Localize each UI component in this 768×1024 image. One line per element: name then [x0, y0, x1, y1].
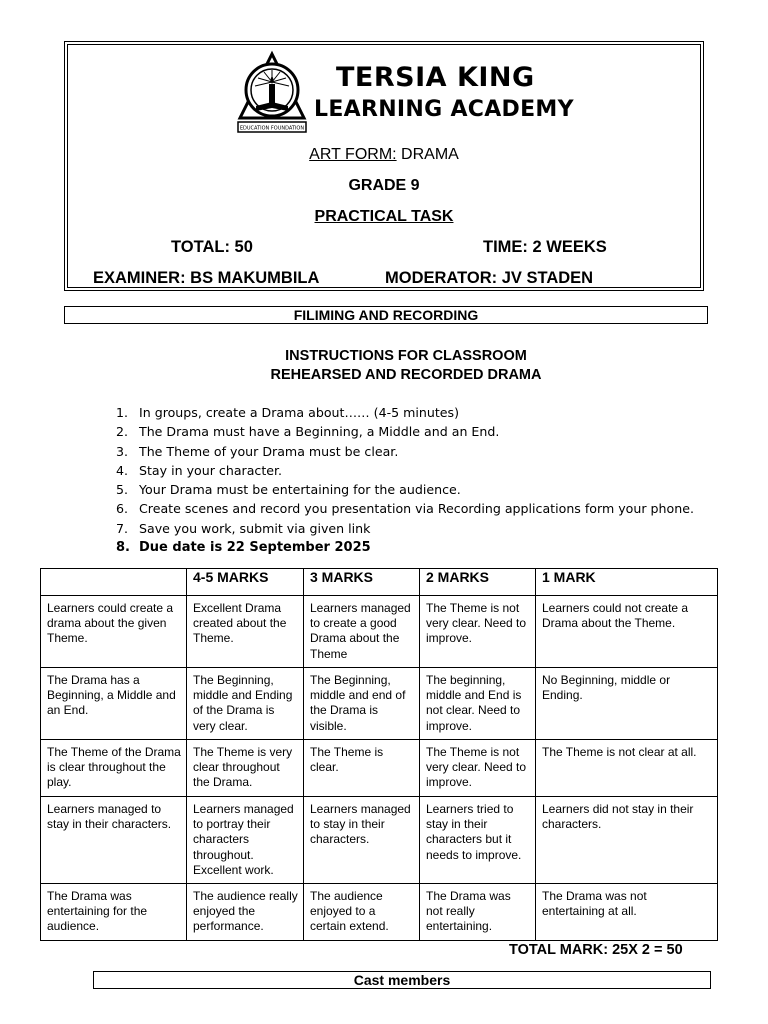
- item-text: Stay in your character.: [139, 462, 283, 478]
- item-number: 4.: [116, 462, 129, 478]
- table-cell: The audience really enjoyed the performance.: [187, 884, 304, 941]
- table-cell: Excellent Drama created about the Theme.: [187, 596, 304, 668]
- item-number: 5.: [116, 482, 129, 498]
- table-header-row: [41, 569, 718, 596]
- instructions-heading-line2: REHEARSED AND RECORDED DRAMA: [270, 367, 542, 383]
- table-row: [41, 797, 718, 884]
- table-cell: The Beginning, middle and Ending of the Drama is very clear.: [187, 668, 304, 740]
- table-cell: The Beginning, middle and end of the Drama is visible.: [304, 668, 420, 740]
- total-mark: TOTAL MARK: 25X 2 = 50: [509, 942, 683, 958]
- table-cell: The Theme is not very clear. Need to improve.: [420, 740, 536, 797]
- list-item: [116, 422, 694, 441]
- item-number: 1.: [116, 405, 129, 420]
- instructions-list: [116, 403, 694, 557]
- column-header: 2 MARKS: [420, 569, 536, 596]
- table-cell: The Theme is not clear at all.: [536, 740, 718, 797]
- table-cell: The Drama was not really entertaining.: [420, 884, 536, 941]
- rubric-table: [40, 568, 718, 941]
- list-item: [116, 403, 694, 422]
- item-text: Create scenes and record you presentation via Recording applications form your phone.: [139, 501, 694, 517]
- total-marks: TOTAL: 50: [171, 238, 253, 256]
- time-allowed: TIME: 2 WEEKS: [483, 238, 607, 256]
- list-item: [116, 519, 694, 538]
- table-cell: No Beginning, middle or Ending.: [536, 668, 718, 740]
- art-form: [64, 146, 704, 164]
- examiner: EXAMINER: BS MAKUMBILA: [93, 269, 320, 287]
- table-row: [41, 884, 718, 941]
- table-cell: Learners managed to create a good Drama about the Theme: [304, 596, 420, 668]
- school-name-line2: LEARNING ACADEMY: [314, 97, 574, 122]
- item-number: 6.: [116, 501, 129, 517]
- item-number: 7.: [116, 520, 129, 536]
- logo-banner-text: EDUCATION FOUNDATION: [239, 125, 305, 132]
- column-header: 3 MARKS: [304, 569, 420, 596]
- table-cell: The Drama was not entertaining at all.: [536, 884, 718, 941]
- table-cell: Learners tried to stay in their characters but it needs to improve.: [420, 797, 536, 884]
- column-header: 4-5 MARKS: [187, 569, 304, 596]
- item-text: The Theme of your Drama must be clear.: [139, 443, 399, 459]
- instructions-heading-line1: INSTRUCTIONS FOR CLASSROOM: [285, 348, 527, 364]
- cast-members-title: Cast members: [93, 971, 711, 989]
- table-cell: The Theme is not very clear. Need to improve.: [420, 596, 536, 668]
- table-cell: Learners managed to portray their characters throughout. Excellent work.: [187, 797, 304, 884]
- item-number: 3.: [116, 443, 129, 459]
- table-row: [41, 596, 718, 668]
- column-header: 1 MARK: [536, 569, 718, 596]
- school-logo: [236, 48, 308, 136]
- item-text: Your Drama must be entertaining for the audience.: [139, 482, 461, 498]
- item-text: The Drama must have a Beginning, a Middle and an End.: [139, 424, 500, 440]
- column-header: [41, 569, 187, 596]
- table-cell: The audience enjoyed to a certain extend.: [304, 884, 420, 941]
- art-form-value: DRAMA: [396, 146, 459, 163]
- table-row: [41, 740, 718, 797]
- item-text: In groups, create a Drama about…… (4-5 minutes): [139, 405, 460, 420]
- list-item: [116, 499, 694, 518]
- list-item: [116, 442, 694, 461]
- item-number: 2.: [116, 424, 129, 440]
- table-cell: Learners could create a drama about the given Theme.: [41, 596, 187, 668]
- table-cell: Learners managed to stay in their characters.: [304, 797, 420, 884]
- item-text: Due date is 22 September 2025: [139, 540, 371, 556]
- table-cell: The Theme is very clear throughout the Drama.: [187, 740, 304, 797]
- list-item: [116, 461, 694, 480]
- moderator: MODERATOR: JV STADEN: [385, 269, 594, 287]
- item-text: Save you work, submit via given link: [139, 520, 371, 536]
- table-cell: The Theme of the Drama is clear throughout the play.: [41, 740, 187, 797]
- table-cell: The Drama has a Beginning, a Middle and an End.: [41, 668, 187, 740]
- list-item-due-date: [116, 538, 694, 557]
- task-title: PRACTICAL TASK: [314, 208, 454, 225]
- art-form-label: ART FORM:: [309, 146, 397, 163]
- list-item: [116, 480, 694, 499]
- school-name-line1: TERSIA KING: [336, 62, 535, 93]
- section-title: FILIMING AND RECORDING: [64, 306, 708, 324]
- table-cell: The Drama was entertaining for the audience.: [41, 884, 187, 941]
- table-cell: Learners managed to stay in their characters.: [41, 797, 187, 884]
- table-cell: Learners could not create a Drama about the Theme.: [536, 596, 718, 668]
- table-cell: The beginning, middle and End is not clear. Need to improve.: [420, 668, 536, 740]
- table-cell: The Theme is clear.: [304, 740, 420, 797]
- grade: GRADE 9: [348, 177, 420, 194]
- table-cell: Learners did not stay in their characters.: [536, 797, 718, 884]
- table-row: [41, 668, 718, 740]
- item-number: 8.: [116, 540, 130, 556]
